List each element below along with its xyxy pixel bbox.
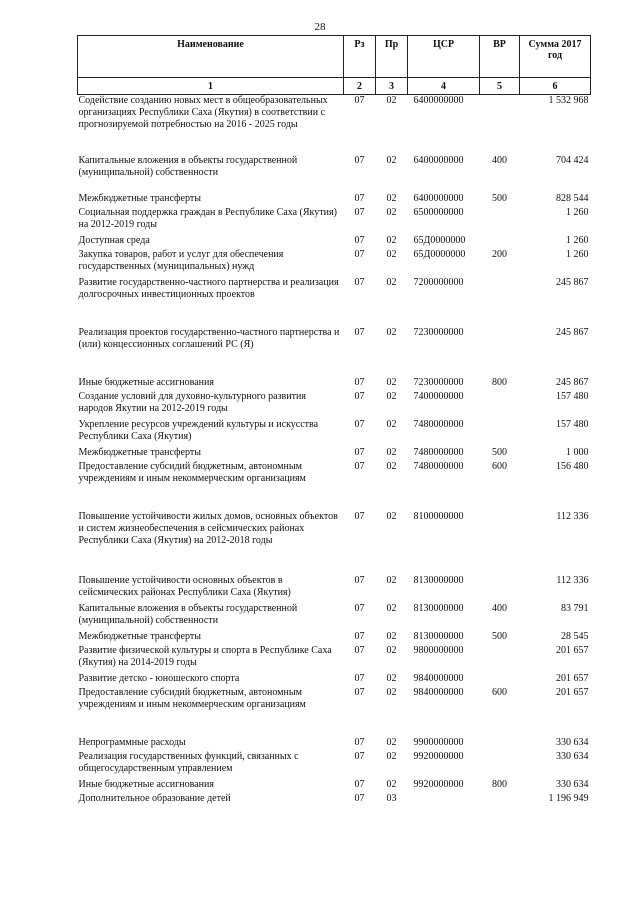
row-sum: 112 336	[556, 574, 589, 586]
row-rz: 07	[354, 460, 365, 472]
row-name: Капитальные вложения в объекты государственной (муниципальной) собственности	[78, 602, 298, 626]
table-row	[78, 377, 591, 391]
table-row	[78, 419, 591, 447]
row-sum: 245 867	[556, 276, 589, 288]
table-row	[78, 575, 591, 603]
row-sum: 1 260	[566, 234, 589, 246]
row-rz: 07	[354, 602, 365, 614]
row-rz: 07	[354, 376, 365, 388]
page-number: 28	[314, 21, 326, 33]
table-row	[78, 645, 591, 673]
row-csr: 7230000000	[413, 326, 464, 338]
row-rz: 07	[354, 446, 365, 458]
header-rz: Рз	[344, 36, 376, 78]
row-name: Развитие государственно-частного партнерства и реализация долгосрочных инвестиционных проектов	[78, 276, 339, 300]
row-sum: 245 867	[556, 326, 589, 338]
column-number: 1	[78, 78, 344, 95]
row-pr: 02	[386, 206, 397, 218]
row-name: Капитальные вложения в объекты государственной (муниципальной) собственности	[78, 154, 298, 178]
table-row	[78, 447, 591, 461]
row-pr: 02	[386, 234, 397, 246]
row-vr	[480, 207, 520, 235]
table-row	[78, 327, 591, 377]
row-name: Повышение устойчивости жилых домов, основных объектов и систем жизнеобеспечения в сейсмических районах Республики Саха (Якутия) на 2012-2018 годы	[78, 510, 338, 546]
row-rz: 07	[354, 778, 365, 790]
row-name: Межбюджетные трансферты	[78, 630, 201, 642]
row-csr: 7480000000	[413, 418, 464, 430]
row-vr: 800	[492, 376, 507, 388]
row-sum: 1 000	[566, 446, 589, 458]
row-name: Дополнительное образование детей	[78, 792, 231, 804]
row-vr	[480, 277, 520, 327]
row-rz: 07	[354, 686, 365, 698]
row-pr: 02	[386, 602, 397, 614]
row-pr: 02	[386, 750, 397, 762]
column-number: 6	[520, 78, 591, 95]
row-name: Социальная поддержка граждан в Республике Саха (Якутия) на 2012-2019 годы	[78, 206, 337, 230]
row-rz: 07	[354, 326, 365, 338]
row-sum: 828 544	[556, 192, 589, 204]
row-pr: 02	[386, 276, 397, 288]
column-number: 5	[480, 78, 520, 95]
row-pr: 02	[386, 510, 397, 522]
row-vr: 600	[492, 686, 507, 698]
row-csr: 7400000000	[413, 390, 464, 402]
table-row	[78, 235, 591, 249]
row-sum: 245 867	[556, 376, 589, 388]
row-pr: 02	[386, 630, 397, 642]
table-row	[78, 95, 591, 155]
row-csr: 9800000000	[413, 644, 464, 656]
table-row	[78, 751, 591, 779]
row-csr: 8130000000	[413, 630, 464, 642]
row-pr: 02	[386, 686, 397, 698]
row-pr: 02	[386, 778, 397, 790]
column-number-row	[78, 78, 591, 95]
row-sum: 201 657	[556, 644, 589, 656]
table-row	[78, 249, 591, 277]
row-vr	[480, 327, 520, 377]
column-number: 4	[408, 78, 480, 95]
row-pr: 02	[386, 376, 397, 388]
row-name: Содействие созданию новых мест в общеобразовательных организациях Республики Саха (Якутия) в соответствии с прогнозируемой потребностью на 2016 - 2025 годы	[78, 95, 328, 130]
row-name: Межбюджетные трансферты	[78, 446, 201, 458]
row-vr: 400	[492, 602, 507, 614]
table-row	[78, 673, 591, 687]
row-name: Укрепление ресурсов учреждений культуры и искусства Республики Саха (Якутия)	[78, 418, 319, 442]
table-row	[78, 737, 591, 751]
row-rz: 07	[354, 792, 365, 804]
row-sum: 157 480	[556, 418, 589, 430]
row-sum: 28 545	[561, 630, 589, 642]
header-pr: Пр	[376, 36, 408, 78]
row-rz: 07	[354, 644, 365, 656]
row-rz: 07	[354, 672, 365, 684]
table-row	[78, 155, 591, 193]
row-pr: 02	[386, 248, 397, 260]
row-vr	[480, 645, 520, 673]
row-sum: 330 634	[556, 750, 589, 762]
row-vr	[480, 673, 520, 687]
row-csr: 9920000000	[413, 750, 464, 762]
row-vr: 200	[492, 248, 507, 260]
row-name: Непрограммные расходы	[78, 736, 186, 748]
table-body	[78, 95, 591, 807]
row-sum: 704 424	[556, 154, 589, 166]
row-pr: 02	[386, 418, 397, 430]
row-csr: 8130000000	[413, 574, 464, 586]
row-rz: 07	[354, 750, 365, 762]
row-pr: 02	[386, 326, 397, 338]
row-vr: 500	[492, 446, 507, 458]
row-rz: 07	[354, 154, 365, 166]
row-name: Развитие детско - юношеского спорта	[78, 672, 240, 684]
row-name: Реализация проектов государственно-частного партнерства и (или) концессионных соглашений РС (Я)	[78, 326, 340, 350]
row-pr: 03	[386, 792, 397, 804]
row-pr: 02	[386, 192, 397, 204]
row-pr: 02	[386, 95, 397, 106]
row-sum: 1 260	[566, 248, 589, 260]
row-pr: 02	[386, 446, 397, 458]
row-sum: 330 634	[556, 736, 589, 748]
row-csr: 8130000000	[413, 602, 464, 614]
row-vr	[480, 95, 520, 155]
table-row	[78, 603, 591, 631]
table-row	[78, 793, 591, 807]
row-rz: 07	[354, 630, 365, 642]
row-pr: 02	[386, 736, 397, 748]
table-row	[78, 193, 591, 207]
row-name: Закупка товаров, работ и услуг для обеспечения государственных (муниципальных) нужд	[78, 248, 284, 272]
table-row	[78, 779, 591, 793]
row-rz: 07	[354, 574, 365, 586]
row-name: Реализация государственных функций, связанных с общегосударственным управлением	[78, 750, 299, 774]
row-csr: 65Д0000000	[413, 234, 466, 246]
budget-table	[77, 35, 591, 807]
row-sum: 201 657	[556, 672, 589, 684]
row-vr	[480, 575, 520, 603]
table-row	[78, 461, 591, 511]
table-row	[78, 277, 591, 327]
row-csr: 9840000000	[413, 672, 464, 684]
row-rz: 07	[354, 390, 365, 402]
row-csr: 65Д0000000	[413, 248, 466, 260]
row-csr: 8100000000	[413, 510, 464, 522]
row-pr: 02	[386, 390, 397, 402]
row-vr	[480, 235, 520, 249]
row-name: Создание условий для духовно-культурного развития народов Якутии на 2012-2019 годы	[78, 390, 306, 414]
row-csr: 6400000000	[413, 154, 464, 166]
row-sum: 156 480	[556, 460, 589, 472]
row-name: Доступная среда	[78, 234, 150, 246]
table-row	[78, 687, 591, 737]
table-row	[78, 511, 591, 575]
row-vr	[480, 751, 520, 779]
row-vr	[480, 737, 520, 751]
row-vr: 500	[492, 192, 507, 204]
row-sum: 1 532 968	[548, 95, 589, 106]
row-sum: 201 657	[556, 686, 589, 698]
row-vr	[480, 419, 520, 447]
row-csr: 9920000000	[413, 778, 464, 790]
table-row	[78, 391, 591, 419]
table-row	[78, 631, 591, 645]
row-sum: 1 260	[566, 206, 589, 218]
row-csr	[408, 793, 480, 807]
row-pr: 02	[386, 154, 397, 166]
row-pr: 02	[386, 672, 397, 684]
header-csr: ЦСР	[408, 36, 480, 78]
row-csr: 9900000000	[413, 736, 464, 748]
row-vr	[480, 511, 520, 575]
row-csr: 6400000000	[413, 192, 464, 204]
row-rz: 07	[354, 234, 365, 246]
header-sum: Сумма 2017 год	[520, 36, 591, 78]
row-name: Развитие физической культуры и спорта в Республике Саха (Якутия) на 2014-2019 годы	[78, 644, 332, 668]
row-pr: 02	[386, 574, 397, 586]
row-name: Предоставление субсидий бюджетным, автономным учреждениям и иным некоммерческим организациям	[78, 686, 306, 710]
row-name: Иные бюджетные ассигнования	[78, 376, 214, 388]
row-sum: 112 336	[556, 510, 589, 522]
row-rz: 07	[354, 510, 365, 522]
row-pr: 02	[386, 644, 397, 656]
row-vr: 600	[492, 460, 507, 472]
row-name: Межбюджетные трансферты	[78, 192, 201, 204]
row-vr: 500	[492, 630, 507, 642]
row-csr: 7200000000	[413, 276, 464, 288]
row-vr: 400	[492, 154, 507, 166]
row-vr	[480, 391, 520, 419]
row-rz: 07	[354, 248, 365, 260]
row-name: Повышение устойчивости основных объектов в сейсмических районах Республики Саха (Якутия)	[78, 574, 291, 598]
row-vr: 800	[492, 778, 507, 790]
table-row	[78, 207, 591, 235]
header-vr: ВР	[480, 36, 520, 78]
row-rz: 07	[354, 736, 365, 748]
row-csr: 9840000000	[413, 686, 464, 698]
row-csr: 7230000000	[413, 376, 464, 388]
column-number: 3	[376, 78, 408, 95]
row-rz: 07	[354, 276, 365, 288]
header-name: Наименование	[78, 36, 344, 78]
row-name: Предоставление субсидий бюджетным, автономным учреждениям и иным некоммерческим организациям	[78, 460, 306, 484]
row-sum: 83 791	[561, 602, 589, 614]
row-rz: 07	[354, 418, 365, 430]
row-name: Иные бюджетные ассигнования	[78, 778, 214, 790]
row-rz: 07	[354, 95, 365, 106]
row-sum: 1 196 949	[548, 792, 589, 804]
row-vr	[480, 793, 520, 807]
header-row	[78, 36, 591, 78]
column-number: 2	[344, 78, 376, 95]
row-csr: 7480000000	[413, 460, 464, 472]
row-rz: 07	[354, 192, 365, 204]
row-csr: 6400000000	[413, 95, 464, 106]
row-pr: 02	[386, 460, 397, 472]
row-sum: 330 634	[556, 778, 589, 790]
row-rz: 07	[354, 206, 365, 218]
row-csr: 7480000000	[413, 446, 464, 458]
row-csr: 6500000000	[413, 206, 464, 218]
row-sum: 157 480	[556, 390, 589, 402]
